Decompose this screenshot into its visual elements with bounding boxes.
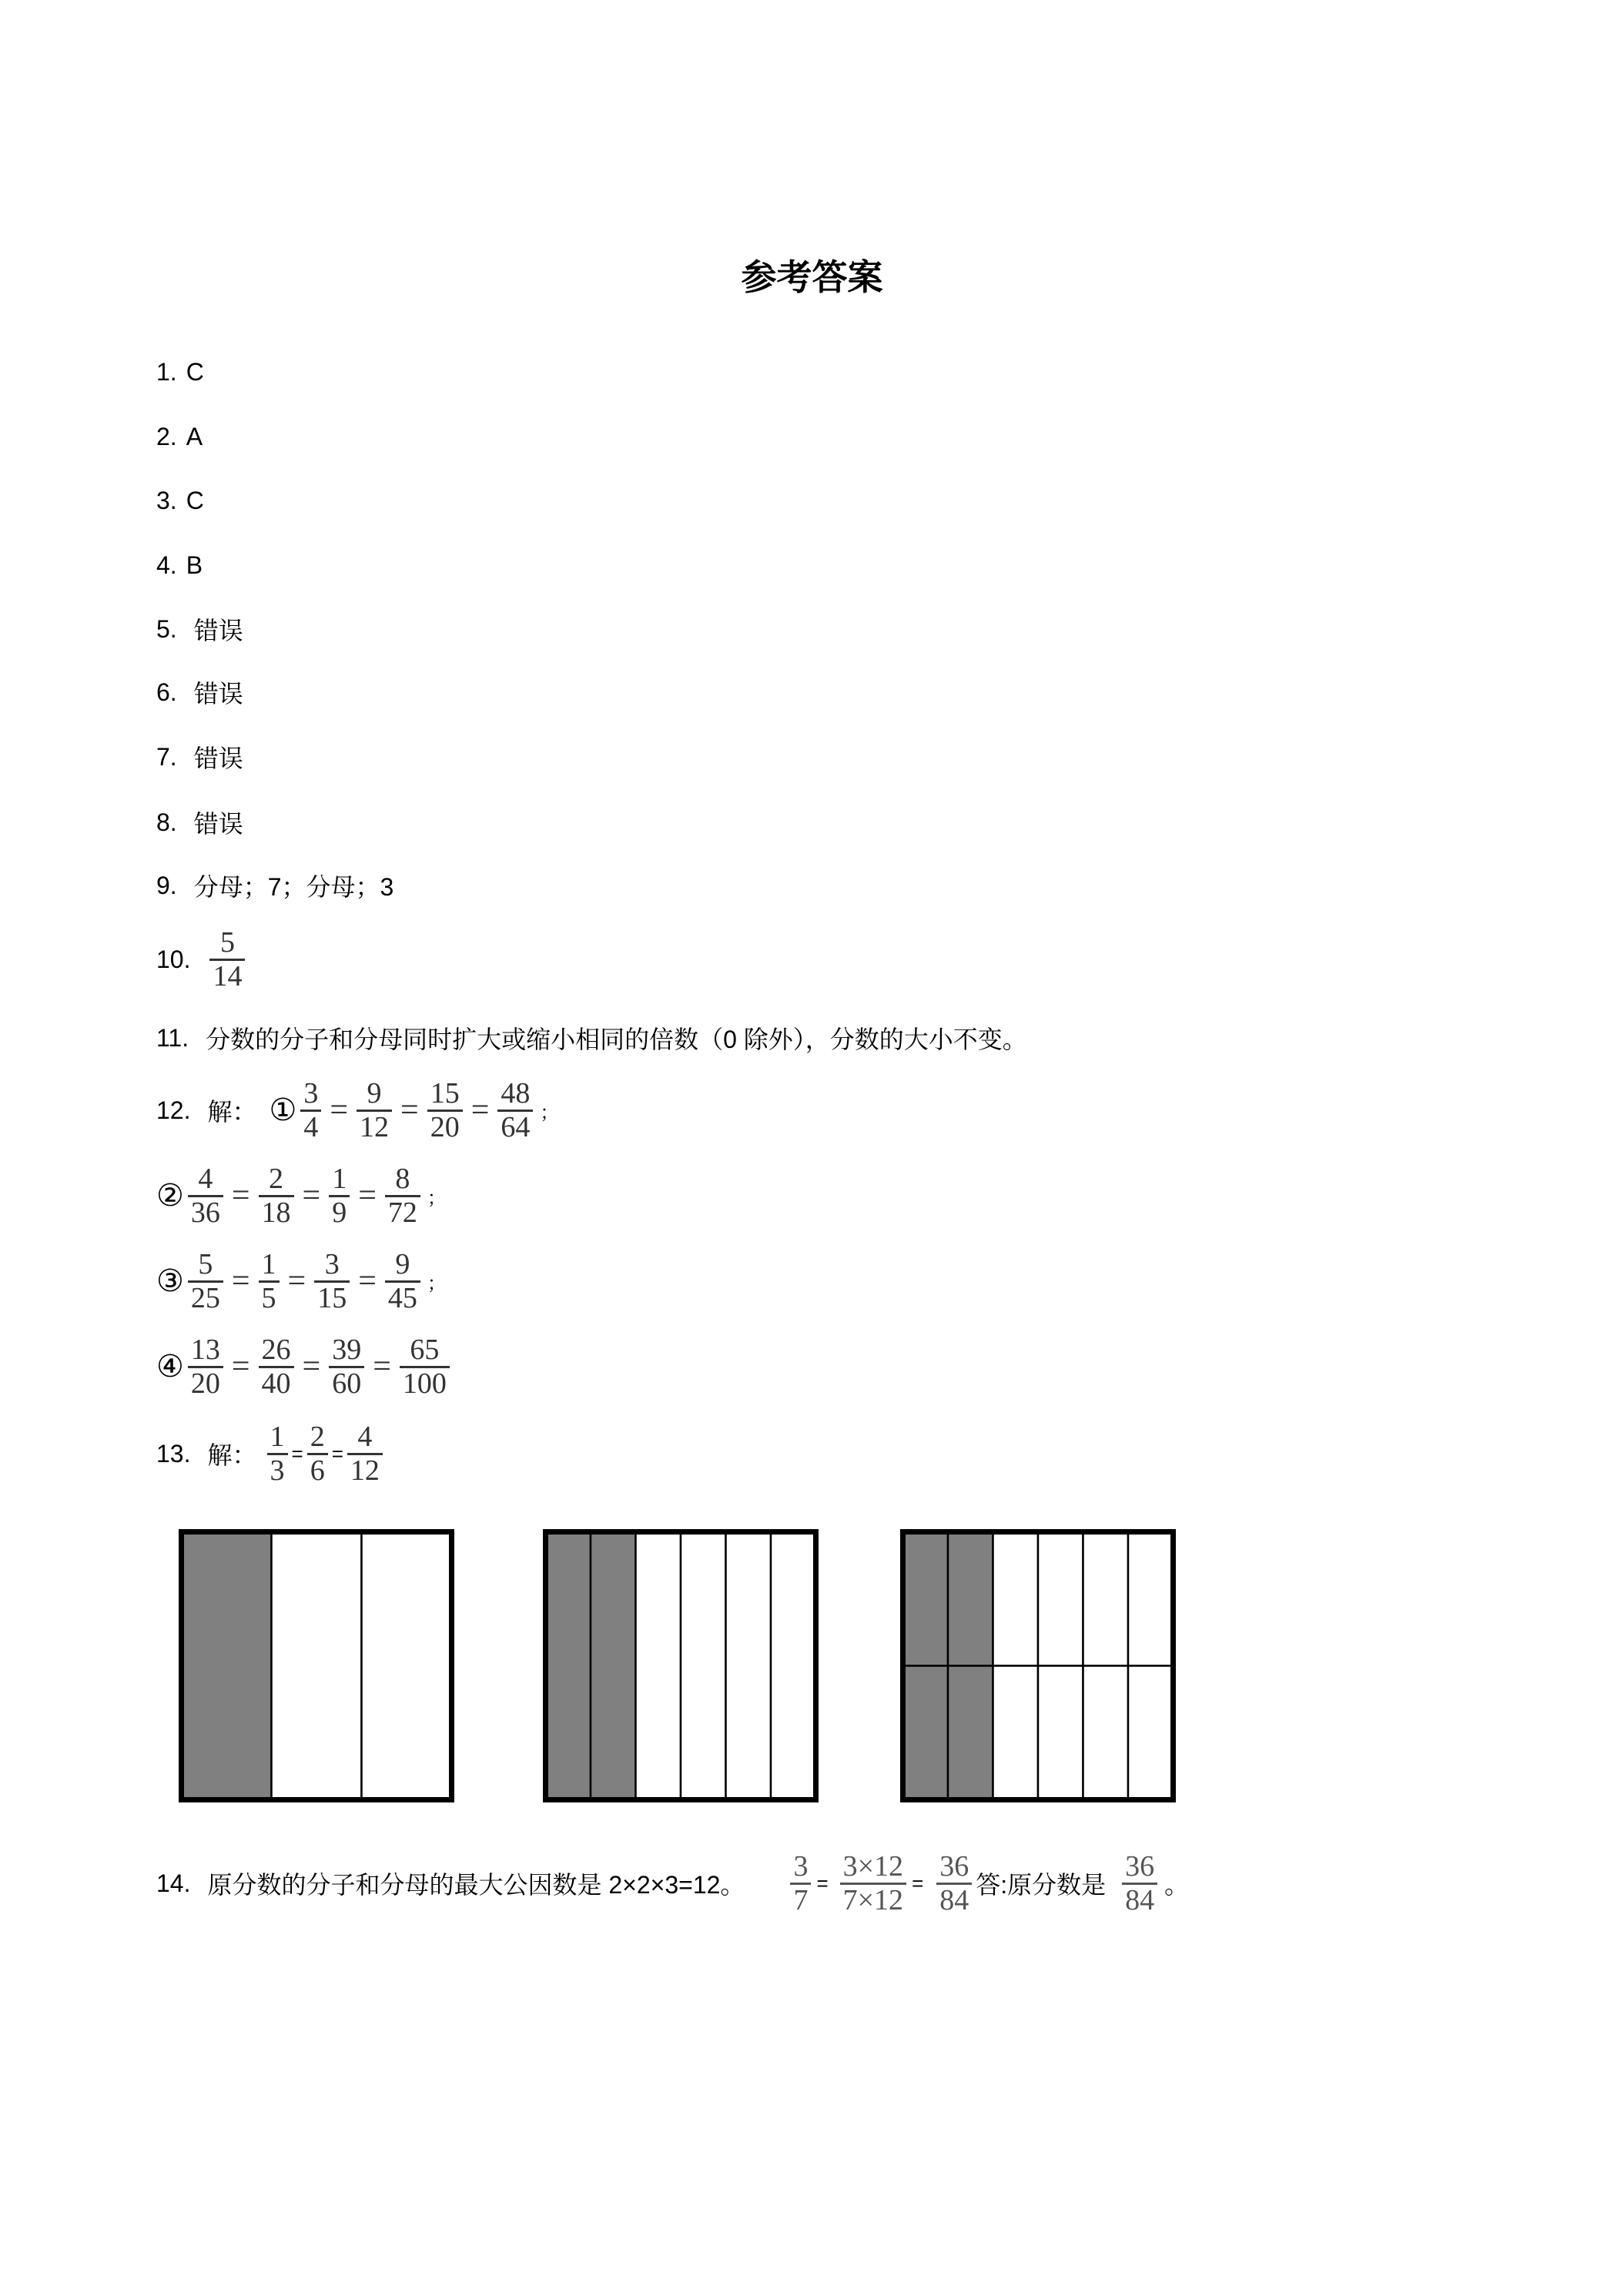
denominator: 64 — [501, 1110, 531, 1143]
denominator: 45 — [387, 1281, 417, 1314]
answer-13 — [156, 1421, 385, 1486]
fraction — [188, 1335, 223, 1399]
fraction — [840, 1849, 906, 1916]
numerator: 26 — [259, 1335, 294, 1368]
denominator: 100 — [402, 1367, 447, 1400]
denominator: 3 — [270, 1454, 285, 1487]
equals-sign: = — [912, 1871, 924, 1895]
equals-sign: = — [373, 1349, 391, 1384]
numerator: 4 — [347, 1422, 383, 1455]
answer-text: A — [186, 422, 203, 450]
answer-5 — [156, 597, 243, 661]
fraction — [329, 1335, 364, 1399]
fraction — [357, 1076, 392, 1143]
answer-text: C — [186, 357, 204, 386]
denominator: 15 — [317, 1281, 347, 1314]
numerator: 2 — [259, 1164, 294, 1197]
equals-sign: = — [331, 1441, 343, 1465]
equals-sign: = — [330, 1093, 349, 1128]
answer-6 — [156, 660, 243, 725]
end-punctuation: 。 — [1164, 1871, 1190, 1899]
fraction — [259, 1335, 294, 1399]
question-number: 8. — [156, 808, 177, 836]
question-number: 14. — [156, 1869, 191, 1897]
numerator: 9 — [385, 1250, 420, 1283]
question-number: 5. — [156, 614, 177, 643]
question-number: 4. — [156, 551, 177, 579]
denominator: 7×12 — [842, 1883, 904, 1916]
equals-sign: = — [358, 1263, 377, 1299]
fraction — [300, 1076, 321, 1143]
answer-11 — [156, 1006, 1027, 1070]
numerator: 3 — [790, 1852, 811, 1885]
shaded-cell — [903, 1532, 949, 1666]
denominator: 9 — [332, 1196, 347, 1229]
question-number: 11. — [156, 1023, 189, 1052]
solution-prefix: 解： — [207, 1441, 257, 1469]
denominator: 7 — [793, 1883, 809, 1916]
equals-sign: = — [287, 1263, 306, 1299]
numerator: 4 — [188, 1164, 223, 1197]
numerator: 8 — [385, 1164, 420, 1197]
denominator: 6 — [310, 1454, 325, 1487]
denominator: 72 — [387, 1196, 417, 1229]
equals-sign: = — [302, 1178, 321, 1213]
fraction-diagram-one-third — [179, 1529, 454, 1802]
row-end-punctuation: ； — [540, 1102, 559, 1123]
fraction-diagram-four-twelfths — [900, 1529, 1176, 1802]
blank-cell — [1038, 1532, 1083, 1666]
fraction — [427, 1076, 463, 1143]
answer-text: 分数的分子和分母同时扩大或缩小相同的倍数（0 除外），分数的大小不变。 — [206, 1026, 1027, 1053]
answer-text: 错误 — [193, 810, 243, 838]
answer-2 — [156, 404, 203, 469]
numerator: 3 — [300, 1079, 321, 1112]
denominator: 12 — [360, 1110, 390, 1143]
answer-text: C — [186, 486, 204, 514]
denominator: 4 — [303, 1110, 319, 1143]
answer-12-row-4 — [156, 1334, 452, 1399]
fraction — [329, 1164, 350, 1228]
blank-cell — [1038, 1666, 1083, 1800]
numerator: 48 — [497, 1079, 533, 1112]
blank-cell — [362, 1532, 452, 1800]
answer-8 — [156, 790, 243, 855]
answer-text: 错误 — [193, 745, 243, 772]
numerator: 3 — [314, 1250, 350, 1283]
denominator: 20 — [430, 1110, 460, 1143]
shaded-cell — [546, 1532, 591, 1800]
denominator: 84 — [1125, 1883, 1155, 1916]
shaded-cell — [948, 1666, 993, 1800]
denominator: 25 — [190, 1281, 220, 1314]
fraction — [307, 1422, 328, 1486]
answer-9 — [156, 853, 393, 918]
equals-sign: = — [231, 1349, 250, 1384]
numerator: 5 — [209, 928, 245, 961]
denominator: 5 — [261, 1281, 276, 1314]
blank-cell — [1083, 1532, 1129, 1666]
equals-sign: = — [816, 1871, 829, 1895]
fraction — [188, 1247, 223, 1314]
shaded-cell — [948, 1532, 993, 1666]
answer-1 — [156, 340, 204, 404]
answer-statement: 答:原分数是 — [976, 1871, 1107, 1899]
fraction — [497, 1076, 533, 1143]
fraction — [259, 1164, 294, 1228]
fraction — [188, 1164, 223, 1228]
answer-12-row-2 — [156, 1163, 446, 1228]
denominator: 12 — [350, 1454, 380, 1487]
shaded-cell — [903, 1666, 949, 1800]
circled-number: ④ — [156, 1349, 184, 1384]
circled-number: ② — [156, 1178, 184, 1213]
fraction — [209, 925, 245, 992]
answer-text: 错误 — [193, 680, 243, 708]
row-end-punctuation: ； — [427, 1187, 446, 1209]
circled-number: ① — [269, 1093, 297, 1128]
fraction-diagram-two-sixths — [543, 1529, 819, 1802]
question-number: 7. — [156, 742, 177, 771]
numerator: 36 — [1122, 1852, 1157, 1885]
numerator: 9 — [357, 1079, 392, 1112]
numerator: 5 — [188, 1250, 223, 1283]
denominator: 60 — [332, 1367, 362, 1400]
shaded-cell — [591, 1532, 636, 1800]
numerator: 36 — [936, 1852, 972, 1885]
denominator: 14 — [213, 959, 243, 992]
answer-text: B — [186, 551, 203, 579]
fraction — [385, 1164, 420, 1228]
answer-3 — [156, 468, 204, 533]
answer-12-row-3 — [156, 1249, 446, 1314]
answer-text: 分母；7；分母；3 — [193, 873, 394, 901]
blank-cell — [636, 1532, 681, 1800]
equals-sign: = — [231, 1178, 250, 1213]
fraction — [1122, 1849, 1157, 1916]
numerator: 15 — [427, 1079, 463, 1112]
blank-cell — [771, 1532, 816, 1800]
blank-cell — [681, 1532, 726, 1800]
denominator: 18 — [261, 1196, 291, 1229]
equals-sign: = — [231, 1263, 250, 1299]
question-number: 6. — [156, 678, 177, 706]
fraction — [267, 1422, 288, 1486]
numerator: 1 — [267, 1422, 288, 1455]
equals-sign: = — [302, 1349, 321, 1384]
question-number: 2. — [156, 422, 177, 450]
blank-cell — [1128, 1532, 1174, 1666]
denominator: 20 — [190, 1367, 220, 1400]
denominator: 84 — [939, 1883, 969, 1916]
numerator: 1 — [259, 1250, 280, 1283]
blank-cell — [1083, 1666, 1129, 1800]
numerator: 13 — [188, 1335, 223, 1368]
question-number: 10. — [156, 945, 191, 973]
page-title: 参考答案 — [741, 257, 883, 297]
answer-14 — [156, 1851, 1189, 1916]
circled-number: ③ — [156, 1263, 184, 1299]
answer-text: 错误 — [193, 617, 243, 644]
fraction — [259, 1247, 280, 1314]
row-end-punctuation: ； — [427, 1273, 446, 1294]
question-number: 3. — [156, 486, 177, 514]
question-number: 1. — [156, 357, 177, 386]
denominator: 36 — [190, 1196, 220, 1229]
answer-text: 原分数的分子和分母的最大公因数是 2×2×3=12。 — [207, 1871, 745, 1899]
blank-cell — [993, 1666, 1039, 1800]
fraction — [400, 1335, 450, 1399]
fraction — [936, 1849, 972, 1916]
fraction — [347, 1422, 383, 1486]
numerator: 3×12 — [840, 1852, 906, 1885]
blank-cell — [726, 1532, 772, 1800]
equals-sign: = — [358, 1178, 377, 1213]
fraction — [385, 1247, 420, 1314]
answer-10 — [156, 927, 247, 992]
fraction — [790, 1849, 811, 1916]
denominator: 40 — [261, 1367, 291, 1400]
numerator: 39 — [329, 1335, 364, 1368]
answer-12-row-1 — [156, 1078, 558, 1143]
blank-cell — [272, 1532, 362, 1800]
numerator: 65 — [400, 1335, 450, 1368]
solution-prefix: 解： — [207, 1098, 257, 1126]
answer-4 — [156, 533, 203, 597]
equals-sign: = — [291, 1441, 303, 1465]
shaded-cell — [182, 1532, 272, 1800]
fraction — [314, 1247, 350, 1314]
answer-7 — [156, 725, 243, 789]
numerator: 2 — [307, 1422, 328, 1455]
question-number: 13. — [156, 1439, 191, 1468]
equals-sign: = — [470, 1093, 490, 1128]
blank-cell — [1128, 1666, 1174, 1800]
blank-cell — [993, 1532, 1039, 1666]
question-number: 12. — [156, 1096, 191, 1124]
question-number: 9. — [156, 871, 177, 899]
numerator: 1 — [329, 1164, 350, 1197]
equals-sign: = — [400, 1093, 419, 1128]
